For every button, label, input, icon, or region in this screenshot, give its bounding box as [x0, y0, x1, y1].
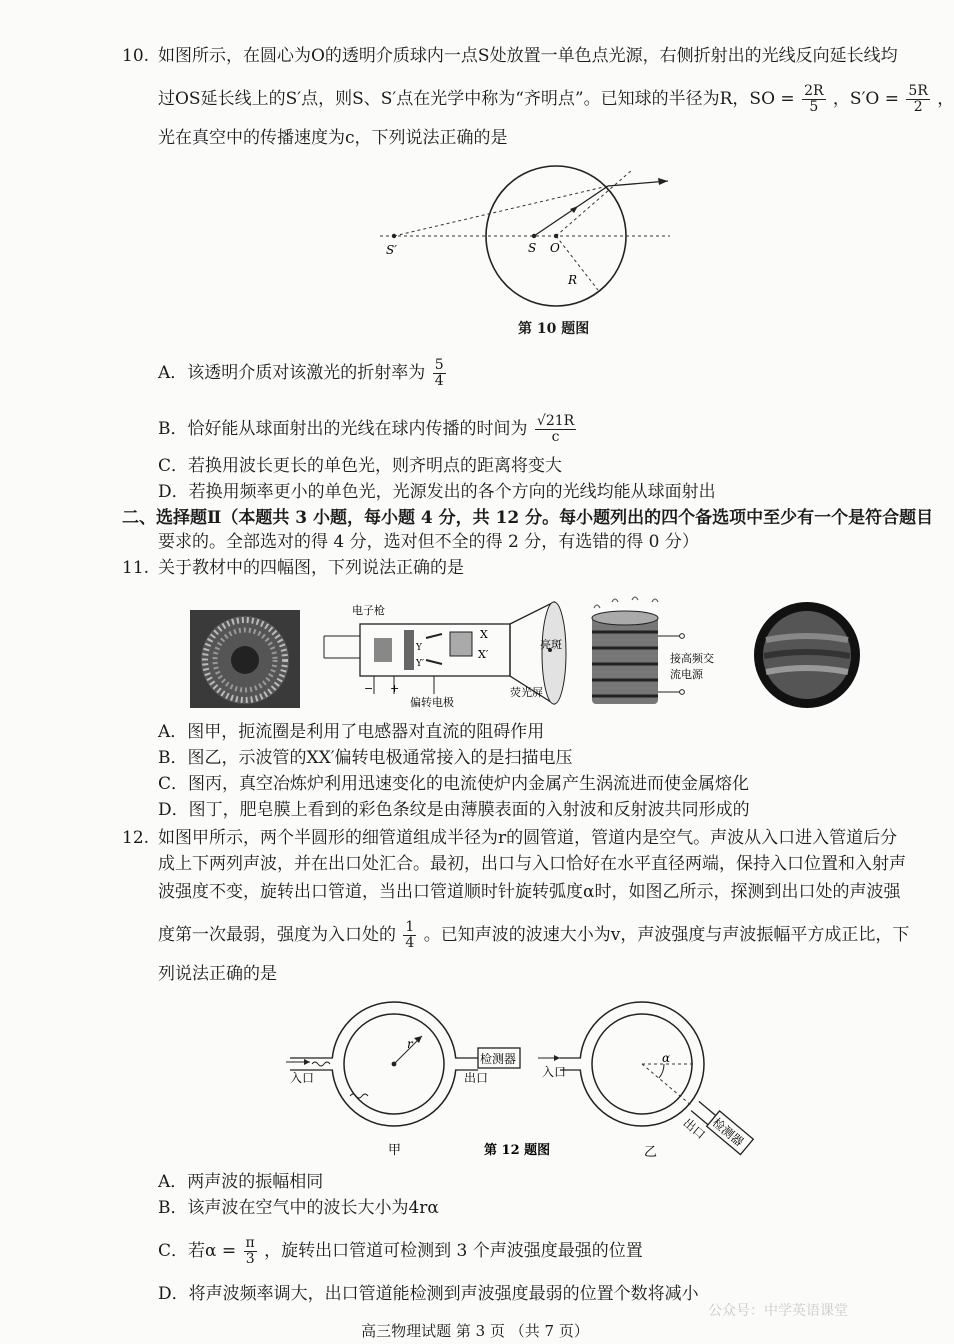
q11-figure-bing-furnace: [582, 596, 750, 708]
q10-fraction-so: [802, 84, 825, 115]
q10-option-a-frac: [433, 358, 446, 389]
q12-number: 12.: [122, 828, 150, 848]
q12-figure: [280, 996, 780, 1166]
q10-label-sprime: S′: [386, 243, 397, 257]
q10-stem-line2a: 过OS延长线上的S′点，则S、S′点在光学中称为“齐明点”。已知球的半径为R，SO =: [158, 89, 795, 109]
q11-option-b: B．图乙，示波管的XX′偏转电极通常接入的是扫描电压: [158, 748, 573, 768]
q10-inner-ray: [534, 186, 608, 236]
q10-option-b-num: √21R: [536, 413, 575, 429]
q12-stem-line3: 波强度不变，旋转出口管道，当出口管道顺时针旋转弧度α时，如图乙所示，探测到出口处的声波强: [158, 882, 901, 902]
q12-option-a: A．两声波的振幅相同: [158, 1172, 324, 1192]
q10-frac-spo-num: 5R: [908, 83, 928, 99]
q12-yi-angle-arc: [659, 1064, 664, 1078]
q11-label-ac-line2: 流电源: [670, 668, 703, 681]
q12-jia-label-detector: 检测器: [480, 1052, 517, 1066]
q11-label-y: Y: [416, 643, 422, 653]
q10-option-a-den: 4: [434, 373, 444, 389]
q12-yi-rotated-dash: [642, 1064, 692, 1106]
q11-label-screen: 荧光屏: [510, 686, 543, 699]
q12-yi-outlet-top: [699, 1101, 716, 1115]
q12-figure-caption: 第 12 题图: [484, 1143, 551, 1158]
q12-option-c-den: 3: [245, 1251, 255, 1267]
q10-normal-line: [556, 170, 632, 236]
q10-option-a: [158, 358, 448, 389]
q10-frac-so-num: 2R: [804, 83, 824, 99]
q11-figure-yi-oscilloscope: [314, 600, 574, 710]
q12-option-c-text-a: C．若α =: [158, 1241, 237, 1261]
q10-refracted-arrow: [658, 178, 668, 185]
q12-jia-label-r: r: [407, 1037, 413, 1051]
q12-option-b: B．该声波在空气中的波长大小为4rα: [158, 1198, 439, 1218]
q12-label-yi: 乙: [644, 1145, 658, 1160]
q11-label-x: X: [480, 628, 488, 641]
q12-frac-num: 1: [405, 919, 415, 935]
q10-figure: [370, 160, 690, 320]
q12-option-d: D．将声波频率调大，出口管道能检测到声波强度最弱的位置个数将减小: [158, 1284, 699, 1304]
q11-label-xprime: X′: [478, 648, 489, 661]
q12-frac-den: 4: [405, 935, 415, 951]
q12-stem-line5: 列说法正确的是: [158, 964, 277, 984]
q12-yi-label-detector: 检测器: [709, 1115, 747, 1150]
q12-stem-line4: [158, 920, 909, 951]
q10-stem-line2: [158, 84, 954, 115]
q12-option-c-text-b: ，旋转出口管道可检测到 3 个声波强度最强的位置: [264, 1241, 643, 1261]
q10-point-s: [532, 234, 536, 238]
q12-jia-label-outlet: 出口: [464, 1071, 489, 1085]
q12-yi-outlet-assembly: [679, 1097, 753, 1168]
watermark: 公众号：中学英语课堂: [708, 1303, 848, 1319]
q11-number: 11.: [122, 558, 150, 578]
q12-yi-inlet-arrow-head: [554, 1055, 560, 1061]
q12-stem-line2: 成上下两列声波，并在出口处汇合。最初，出口与入口恰好在水平直径两端，保持入口位置和入射声: [158, 854, 906, 874]
q11-label-minus: −: [364, 682, 374, 695]
q10-stem-line3: 光在真空中的传播速度为c，下列说法正确的是: [158, 128, 508, 148]
q10-option-b: [158, 414, 578, 445]
q10-number: 10.: [122, 46, 150, 66]
q11-figure-ding-soap-film: [752, 600, 862, 710]
q10-stem-line2b: ，S′O =: [832, 89, 900, 109]
q10-stem-line2c: ，: [937, 89, 954, 109]
q12-jia-inlet-gap: [290, 1058, 334, 1070]
q12-yi-label-alpha: α: [662, 1051, 671, 1065]
q10-fraction-spo: [906, 84, 929, 115]
q11-stem: 关于教材中的四幅图，下列说法正确的是: [158, 558, 464, 578]
q10-label-r: R: [568, 273, 578, 287]
q12-label-jia: 甲: [388, 1143, 402, 1158]
q11-label-ac-line1: 接高频交: [670, 652, 714, 665]
q10-option-d: D．若换用频率更小的单色光，光源发出的各个方向的光线均能从球面射出: [158, 482, 716, 502]
q10-option-b-den: c: [551, 429, 560, 445]
q10-label-s: S: [528, 241, 537, 255]
q12-option-c: [158, 1236, 643, 1267]
section2-header-line2: 要求的。全部选对的得 4 分，选对但不全的得 2 分，有选错的得 0 分）: [158, 532, 699, 552]
q10-option-b-text: B．恰好能从球面射出的光线在球内传播的时间为: [158, 419, 528, 439]
q10-frac-so-den: 5: [809, 99, 819, 115]
section2-header-line1: 二、选择题Ⅱ（本题共 3 小题，每小题 4 分，共 12 分。每小题列出的四个备选项中至少有一个是符合题目: [122, 508, 934, 528]
q10-option-a-text: A．该透明介质对该激光的折射率为: [158, 363, 426, 383]
q10-option-c: C．若换用波长更长的单色光，则齐明点的距离将变大: [158, 456, 563, 476]
q12-jia-radius-arrow: [414, 1036, 422, 1043]
q11-label-plus: +: [390, 682, 400, 695]
q12-yi-label-inlet: 入口: [542, 1065, 567, 1079]
q12-jia-wave-lower: [350, 1094, 368, 1098]
q11-figure-jia-choke-coil: [190, 610, 300, 708]
q11-option-d: D．图丁，肥皂膜上看到的彩色条纹是由薄膜表面的入射波和反射波共同形成的: [158, 800, 750, 820]
q12-stem-line1: 如图甲所示，两个半圆形的细管道组成半径为r的圆管道，管道内是空气。声波从入口进入管道后分: [158, 828, 898, 848]
q10-label-o: O: [550, 241, 560, 255]
q11-label-deflection: 偏转电极: [410, 696, 454, 709]
q11-option-a: A．图甲，扼流圈是利用了电感器对直流的阻碍作用: [158, 722, 545, 742]
q10-figure-caption: 第 10 题图: [518, 321, 590, 337]
q10-frac-spo-den: 2: [913, 99, 923, 115]
q10-option-b-frac: [535, 414, 576, 445]
q12-stem-line4b: 。已知声波的波速大小为v，声波强度与声波振幅平方成正比，下: [423, 925, 910, 945]
q12-option-c-frac: [244, 1236, 257, 1267]
q12-yi-label-outlet: 出口: [680, 1115, 708, 1142]
q12-stem-line4a: 度第一次最弱，强度为入口处的: [158, 925, 396, 945]
q10-ray-arrow: [570, 206, 578, 213]
q10-point-o: [554, 234, 558, 238]
q12-fraction: [403, 920, 416, 951]
q10-stem-line1: 如图所示，在圆心为O的透明介质球内一点S处放置一单色点光源，右侧折射出的光线反向延长线均: [158, 46, 898, 66]
q11-label-yprime: Y′: [416, 659, 424, 669]
q10-option-a-num: 5: [434, 357, 444, 373]
q11-label-bright-spot: 亮斑: [540, 638, 562, 651]
q12-jia-label-inlet: 入口: [290, 1071, 315, 1085]
q10-point-sprime: [392, 234, 396, 238]
q11-label-electron-gun: 电子枪: [352, 604, 385, 617]
page-footer: 高三物理试题 第 3 页 （共 7 页）: [361, 1322, 589, 1340]
q11-option-c: C．图丙，真空冶炼炉利用迅速变化的电流使炉内金属产生涡流进而使金属熔化: [158, 774, 750, 794]
q12-option-c-num: π: [245, 1235, 255, 1251]
